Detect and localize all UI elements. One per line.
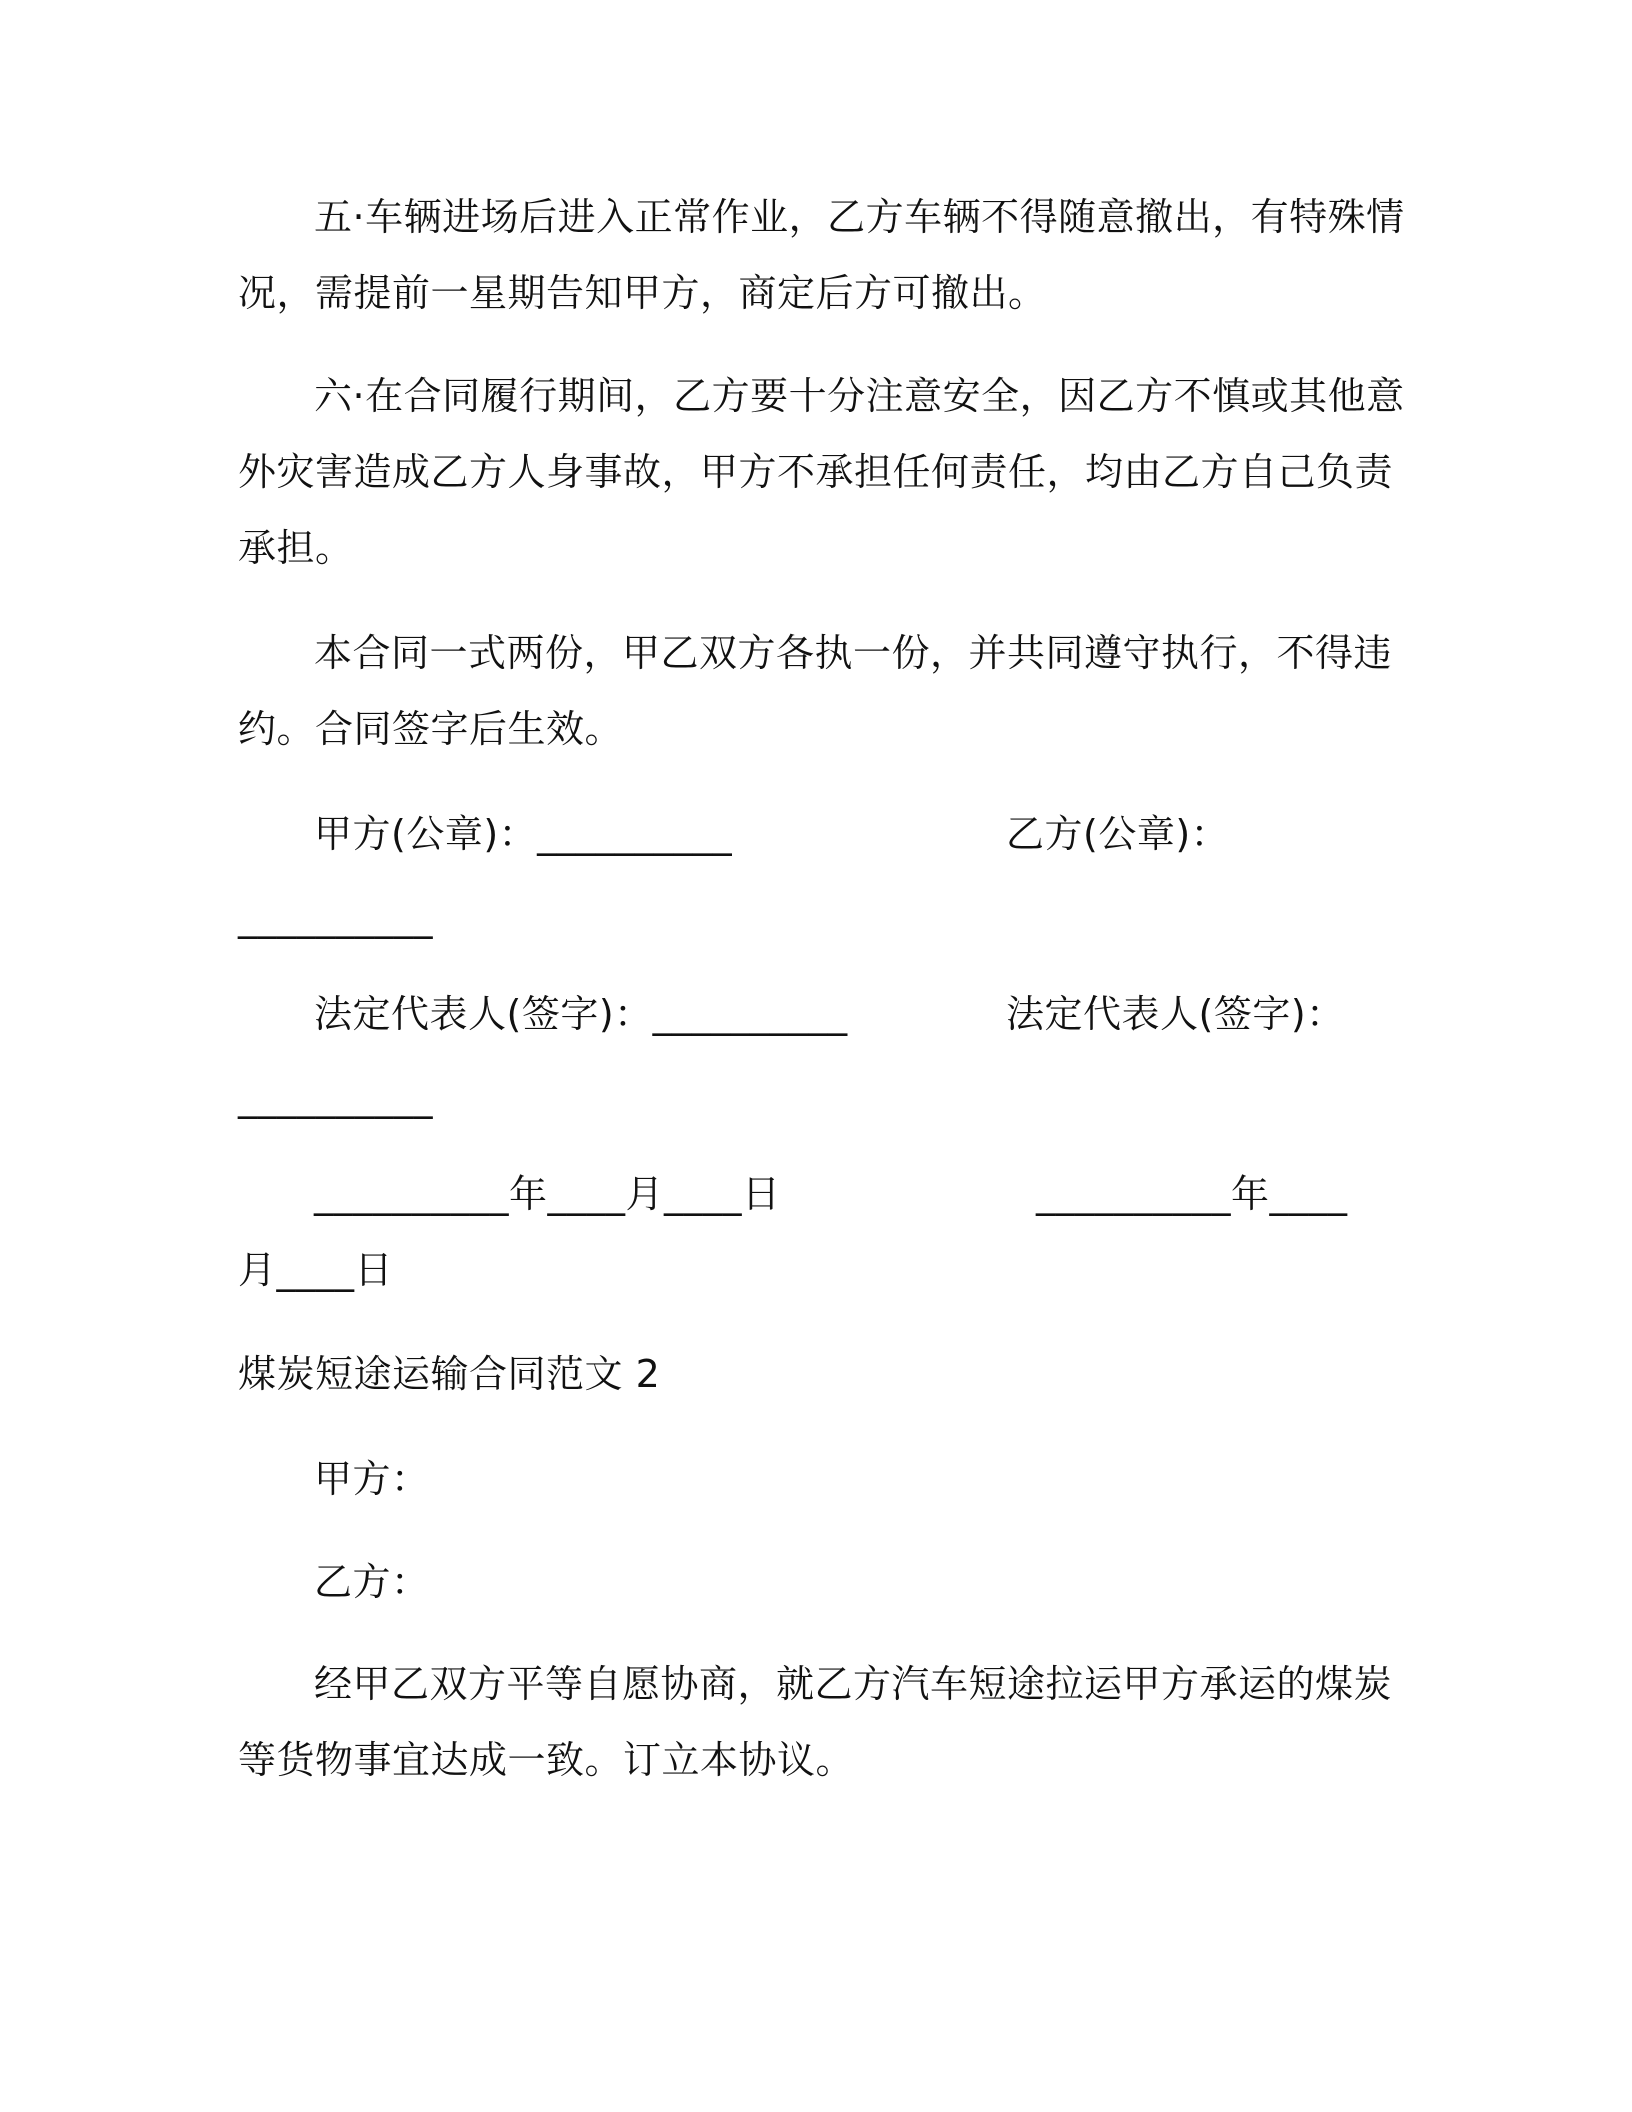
party-b-seal-blank: __________ <box>238 895 433 939</box>
section-2-title: 煤炭短途运输合同范文 2 <box>238 1352 661 1396</box>
party-b-date-part-1: __________年____ <box>1036 1172 1348 1216</box>
party-a-rep-label: 法定代表人(签字)：__________ <box>314 992 848 1036</box>
clause-6-line-3: 承担。 <box>238 526 354 570</box>
clause-6-line-2: 外灾害造成乙方人身事故，甲方不承担任何责任，均由乙方自己负责 <box>238 450 1394 494</box>
party-a-date: __________年____月____日 <box>314 1172 781 1216</box>
party-a-seal-label: 甲方(公章)：__________ <box>314 812 733 856</box>
clause-5-line-2: 况，需提前一星期告知甲方，商定后方可撤出。 <box>238 271 1047 315</box>
section-2-intro-line-2: 等货物事宜达成一致。订立本协议。 <box>238 1738 855 1782</box>
clause-5-line-1: 五·车辆进场后进入正常作业，乙方车辆不得随意撤出，有特殊情 <box>314 195 1405 239</box>
copies-line-1: 本合同一式两份，甲乙双方各执一份，并共同遵守执行，不得违 <box>314 631 1393 675</box>
party-b-rep-label: 法定代表人(签字)： <box>1006 992 1345 1036</box>
section-2-party-a: 甲方： <box>314 1457 430 1501</box>
section-2-intro-line-1: 经甲乙双方平等自愿协商，就乙方汽车短途拉运甲方承运的煤炭 <box>314 1662 1393 1706</box>
party-b-date-part-2: 月____日 <box>238 1248 394 1292</box>
party-b-rep-blank: __________ <box>238 1075 433 1119</box>
section-2-party-b: 乙方： <box>314 1560 430 1604</box>
copies-line-2: 约。合同签字后生效。 <box>238 707 624 751</box>
clause-6-line-1: 六·在合同履行期间，乙方要十分注意安全，因乙方不慎或其他意 <box>314 374 1405 418</box>
party-b-seal-label: 乙方(公章)： <box>1006 812 1230 856</box>
